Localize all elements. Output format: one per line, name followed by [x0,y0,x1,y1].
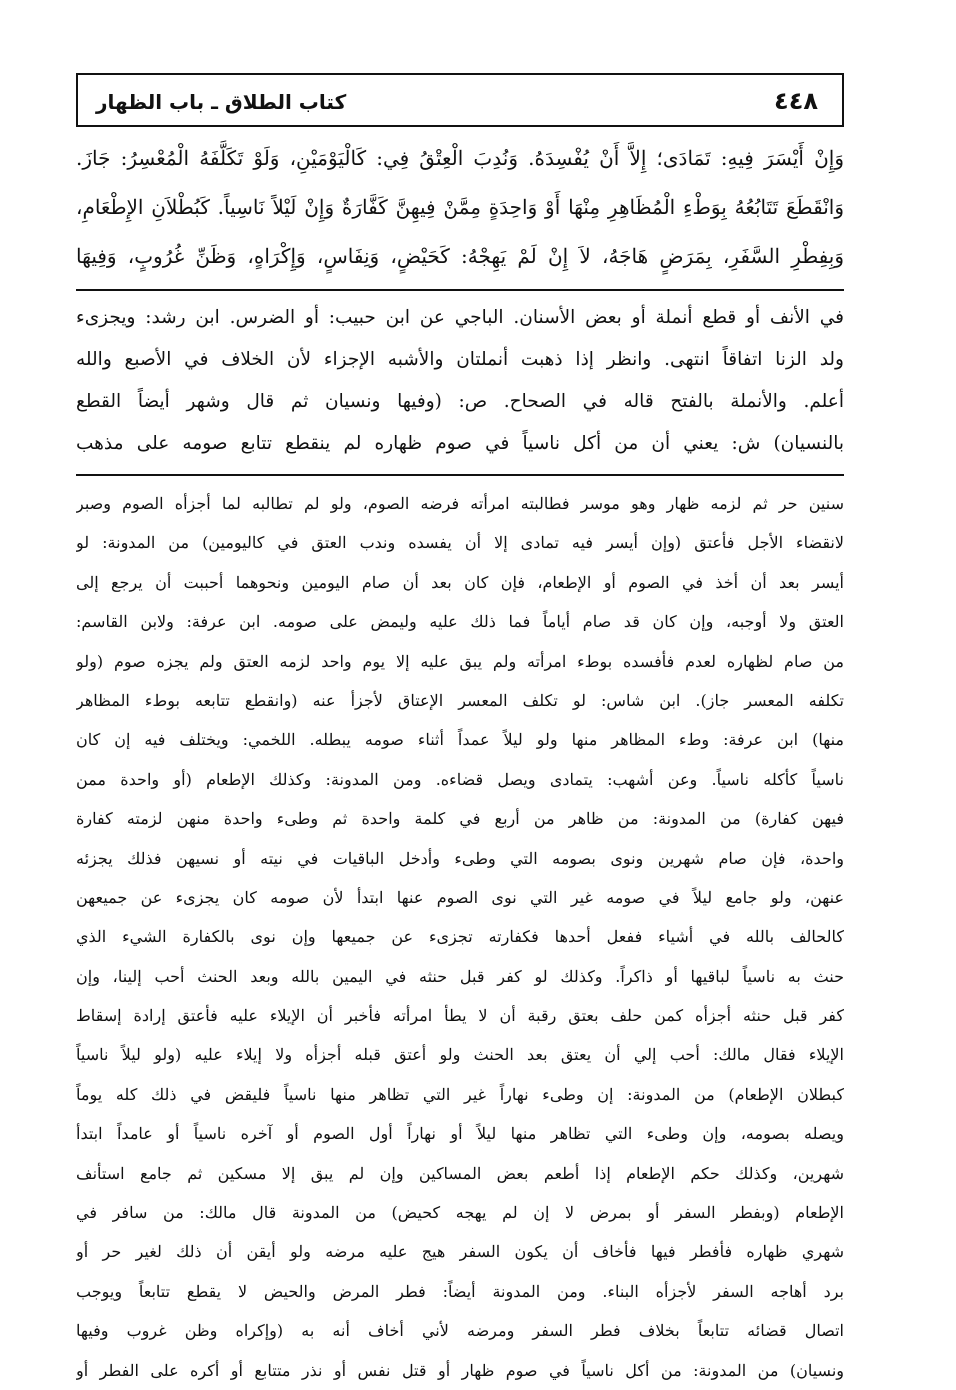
running-title: كتاب الطلاق ـ باب الظهار [96,90,347,114]
commentary-lower-line: واحدة، فإن صام شهرين ونوى بصومه التي وطىء وأدخل الباقيات في نيته أو نسيهن فذلك يجزئه [76,848,844,868]
commentary-lower-line: عنهن، ولو جامع ليلاً في صومه غير التي نوى الصوم عنها ابتدأ لأن صومه كان يجزىء عن جميعهن [76,887,844,907]
commentary-upper-line: في الأنف أو قطع أنملة أو بعض الأسنان. الباجي عن ابن حبيب: أو الضرس. ابن رشد: ويجزىء [76,307,844,328]
commentary-upper-line: بالنسيان) ش: يعني أن من أكل ناسياً في صوم ظهاره لم ينقطع تتابع صومه على مذهب [76,433,844,454]
commentary-divider [76,474,844,476]
matn-divider [76,289,844,291]
commentary-lower-line: ونسيان) من المدونة: من أكل ناسياً في صوم ظهار أو قتل نفس أو نذر متتابع أو أكره على الفطر أو [76,1360,844,1380]
commentary-lower-line: لانقضاء الأجل فأعتق (وإن أيسر فيه تمادى إلا أن يفسده وندب العتق في كاليومين) من المدونة: لو [76,533,844,553]
commentary-lower-line: حنث به ناسياً لباقيها أو ذاكراً. وكذلك لو كفر قبل حنثه في اليمين بالله وبعد الحنث أحب إلينا، وإن [76,966,844,986]
matn-line: وَبِفِطْرِ السَّفَرِ، بِمَرَضٍ هَاجَهُ، لاَ إِنْ لَمْ يَهِجْهُ: كَحَيْضٍ، وَنِفَاسٍ، وَإِكْرَاهٍ، وَظَنِّ غُرُوبٍ، وَفِيهَا [76,244,844,268]
commentary-lower-line: الإطعام (وبفطر السفر أو بمرض لا إن لم يهجه كحيض) من المدونة قال مالك: من سافر في [76,1203,844,1223]
commentary-lower [76,484,844,1390]
commentary-lower-line: شهري ظهاره فأفطر فيها فأخاف أن يكون السفر هيج عليه مرضه ولو أيقن أن ذلك لغير حر أو [76,1242,844,1262]
matn-line: وَإِنْ أَيْسَرَ فِيهِ: تَمَادَى؛ إِلاَّ أَنْ يُفْسِدَهُ. وَنُدِبَ الْعِتْقُ فِي: كَالْيَوْمَيْنِ، وَلَوْ تَكَلَّفَهُ الْمُعْسِرُ: جَازَ. [76,146,844,170]
commentary-lower-line: من صام لظهاره لعدم فأفسده بوطء امرأته ولم يبق عليه إلا يوم واحد لزمه العتق ولم يجزه صوم (ولو [76,651,844,671]
commentary-lower-line: الإيلاء فقال مالك: أحب إلي أن يعتق بعد الحنث ولو أعتق قبله أجزأه ولا إيلاء عليه (ولو ليلاً ناسياً [76,1045,844,1065]
commentary-lower-line: أيسر بعد أن أخذ في الصوم أو الإطعام، فإن كان بعد أن صام اليومين ونحوهما أحببت أن يرجع إلى [76,572,844,592]
header-divider [76,125,844,127]
commentary-lower-line: كفر قبل حنثه أجزأه كمن حلف بعتق رقبة أن لا يطأ امرأته فأخبر أن الإيلاء عليه فأعتق إرادة إسقاط [76,1006,844,1026]
commentary-lower-line: كالحالف بالله في أشياء ففعل أحدها فكفارته تجزىء عن جميعها وإن نوى بالكفارة الشيء الذي [76,927,844,947]
commentary-lower-line: فيهن كفارة) من المدونة: من ظاهر من أربع في كلمة واحدة ثم وطىء واحدة منهن لزمته كفارة [76,809,844,829]
commentary-lower-line: كبطلان الإطعام) من المدونة: إن وطىء نهاراً غير التي تظاهر منها ناسياً فليقض في ذلك كله يوماً [76,1084,844,1104]
commentary-lower-line: تكلفه المعسر جاز). ابن شاس: لو تكلف المعسر الإعتاق لأجزأ عنه (وانقطع تتابعه بوطء المظاهر [76,690,844,710]
commentary-lower-line: شهرين، وكذلك حكم الإطعام إذا أطعم بعض المساكين وإن لم يبق إلا مسكين ثم جامع استأنف [76,1163,844,1183]
commentary-upper-line: أعلم. والأنملة بالفتح قاله في الصحاح. ص: (وفيها ونسيان ثم قال وشهر أيضاً القطع [76,391,844,412]
commentary-lower-line: برد أهاجه السفر لأجزأه البناء. ومن المدونة أيضاً: فطر المرض والحيض لا يقطع تتابعاً ويوجب [76,1281,844,1301]
commentary-lower-line: ناسياً كأكله ناسياً. وعن أشهب: يتمادى ويصل قضاءه. ومن المدونة: وكذلك الإطعام (أو واحدة ممن [76,769,844,789]
page-header [76,73,844,127]
commentary-lower-line: سنين حر ثم لزمه ظهار وهو موسر فطالبته امرأته فرضه الصوم، ولو لم تطالبه لما أجزأه الصوم وصبر [76,494,844,513]
commentary-lower-line: ويصله بصومه، وإن وطىء التي تظاهر منها ليلاً أو نهاراً أول الصوم أو آخره ناسياً أو عامداً ابتدأ [76,1124,844,1144]
commentary-upper-line: ولد الزنا اتفاقاً انتهى. وانظر إذا ذهبت أنملتان والأشبه الإجزاء لأن الخلاف في الأصبع والله [76,349,844,370]
commentary-lower-line: اتصال قضائه تتابعاً بخلاف فطر السفر ومرضه لأني أخاف أنه به (وإكراه وظن غروب وفيها [76,1321,844,1341]
commentary-lower-line: منها) ابن عرفة: وطء المظاهر منها ولو ليلاً عمداً أثناء صومه يبطله. اللخمي: ويختلف فيه إن كان [76,730,844,750]
matn-line: وَانْقَطَعَ تَتَابُعُهُ بِوَطْءِ الْمُظَاهِرِ مِنْهَا أَوْ وَاحِدَةٍ مِمَّنْ فِيهِنَّ كَفَّارَةٌ وَإِنْ لَيْلاً نَاسِياً. كَبُطْلاَنِ الإِطْعَامِ، [76,195,844,219]
commentary-lower-line: العتق ولا أوجبه، وإن كان قد صام أياماً فما ذلك عليه وليمض على صومه. ابن عرفة: ولابن القاسم: [76,612,844,632]
page-number: ٤٤٨ [774,87,818,115]
matn-text [76,134,844,281]
commentary-upper [76,297,844,465]
